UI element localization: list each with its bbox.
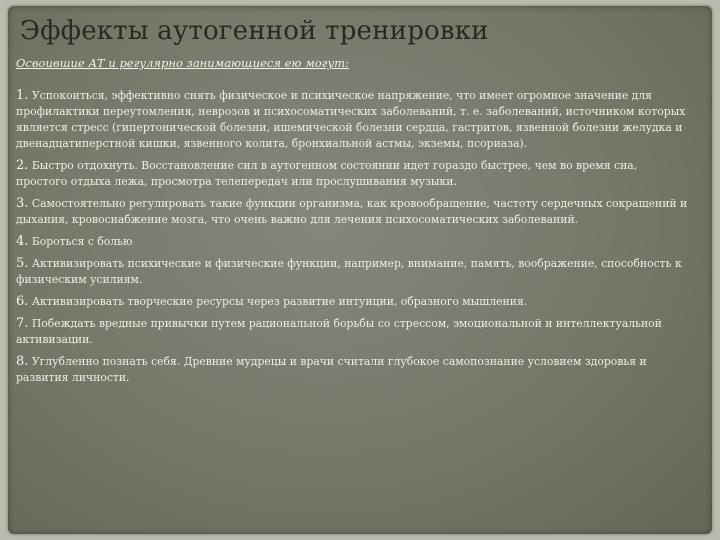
slide [8, 6, 712, 534]
item-text: Быстро отдохнуть. Восстановление сил в аутогенном состоянии идет гораздо быстрее, чем во время сна, простого отдыха лежа, просмотра телепередач или прослушивания музыки. [16, 159, 638, 188]
item-text: Самостоятельно регулировать такие функции организма, как кровообращение, частоту сердечных сокращений и дыхания, кровоснабжение мозга, что очень важно для лечения психосоматических заболеваний. [16, 197, 688, 226]
item-text: Побеждать вредные привычки путем рациональной борьбы со стрессом, эмоциональной и интеллектуальной активизации. [16, 317, 662, 346]
list-item [16, 294, 690, 310]
effects-list [16, 88, 690, 392]
item-text: Углубленно познать себя. Древние мудрецы и врачи считали глубокое самопознание условием здоровья и развития личности. [16, 355, 647, 384]
item-number: 3. [16, 196, 29, 211]
slide-subtitle: Освоившие АТ и регулярно занимающиеся ею могут: [16, 56, 349, 70]
list-item [16, 196, 690, 228]
list-item [16, 88, 690, 152]
item-number: 1. [16, 88, 29, 103]
list-item [16, 256, 690, 288]
item-number: 5. [16, 256, 29, 271]
item-text: Бороться с болью [28, 235, 133, 248]
item-text: Активизировать психические и физические функции, например, внимание, память, воображение, способность к физическим усилиям. [16, 257, 682, 286]
item-number: 7. [16, 316, 29, 331]
item-number: 8. [16, 354, 29, 369]
list-item [16, 354, 690, 386]
item-text: Успокоиться, эффективно снять физическое и психическое напряжение, что имеет огромное значение для профилактики переутомления, неврозов и психосоматических заболеваний, т. е. заболеваний, источником которых является стресс (гипертонической болезни, ишемической болезни сердца, гастритов, язвенной болезни желудка и двенадцатиперстной кишки, язвенного колита, бронхиальной астмы, экземы, псориаза). [16, 89, 686, 150]
item-number: 2. [16, 158, 29, 173]
item-number: 6. [16, 294, 29, 309]
slide-title: Эффекты аутогенной тренировки [20, 16, 489, 46]
list-item [16, 158, 690, 190]
list-item [16, 316, 690, 348]
item-number: 4. [16, 234, 29, 249]
item-text: Активизировать творческие ресурсы через развитие интуиции, образного мышления. [28, 295, 528, 308]
list-item [16, 234, 690, 250]
